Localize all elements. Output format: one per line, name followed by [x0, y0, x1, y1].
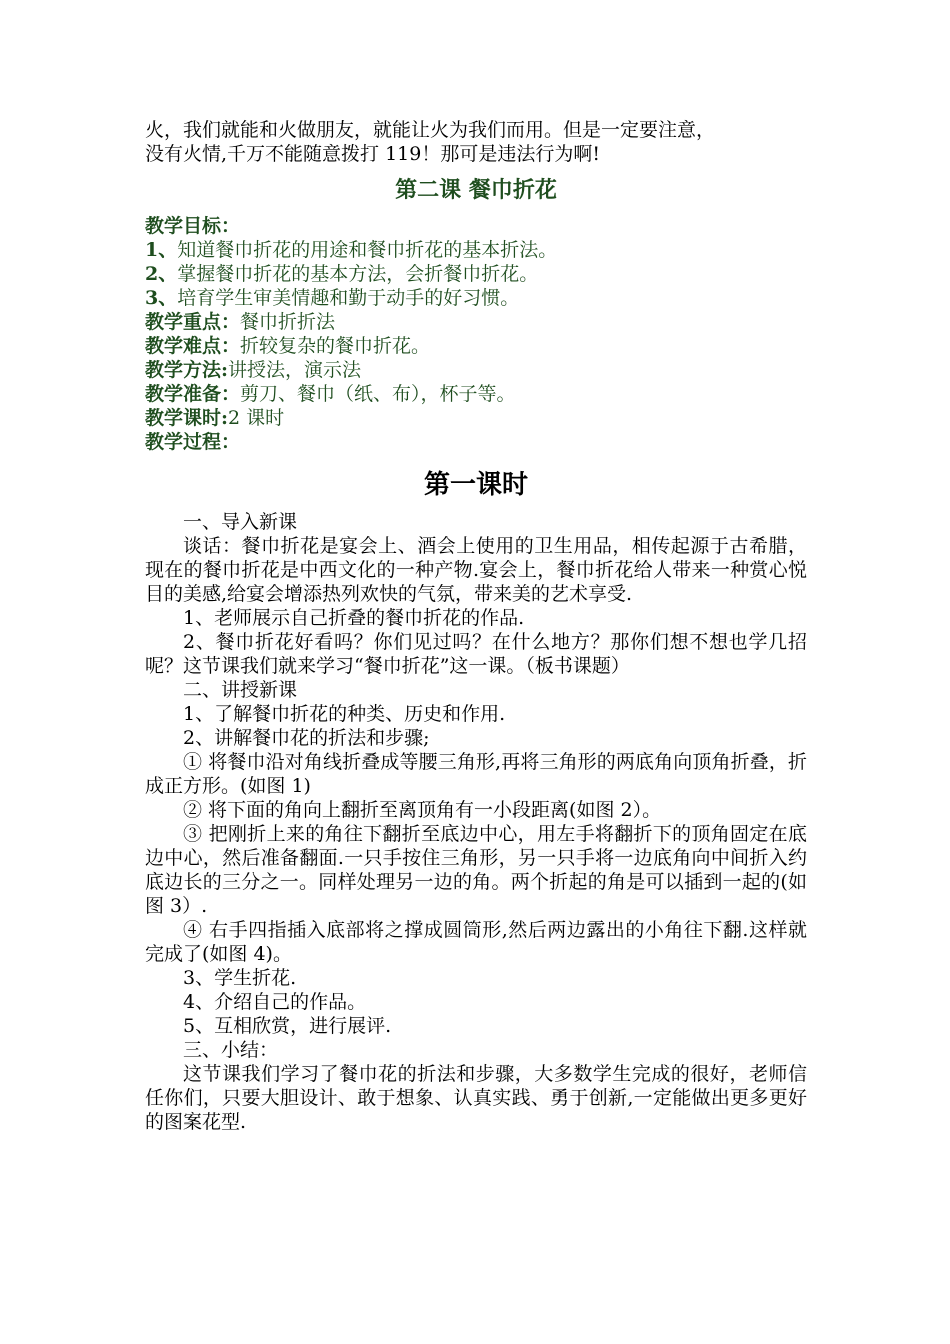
- period-title: 第一课时: [423, 470, 528, 500]
- objectives-label: 教学目标：: [145, 215, 241, 237]
- objective-number: 2、: [145, 263, 178, 285]
- objective-text: 掌握餐巾折花的基本方法，会折餐巾折花。: [177, 263, 539, 285]
- objective-text: 培育学生审美情趣和勤于动手的好习惯。: [177, 287, 520, 309]
- step-paragraph: ④ 右手四指插入底部将之撑成圆筒形,然后两边露出的小角往下翻.这样就完成了(如图 4)。: [145, 919, 807, 965]
- hours-label: 教学课时:: [145, 407, 229, 429]
- preparation-label: 教学准备：: [145, 383, 241, 405]
- body-paragraph: 5、互相欣赏，进行展评.: [183, 1015, 392, 1037]
- section-heading-teach: 二、讲授新课: [183, 679, 298, 701]
- step-paragraph: ② 将下面的角向上翻折至离顶角有一小段距离(如图 2）。: [183, 799, 662, 821]
- objective-item-2: [145, 262, 807, 286]
- step-paragraph: ① 将餐巾沿对角线折叠成等腰三角形,再将三角形的两底角向顶角折叠，折成正方形。(如图 1): [145, 751, 807, 797]
- difficulties-label: 教学难点：: [145, 335, 241, 357]
- key-points-label: 教学重点：: [145, 311, 241, 333]
- preparation-line: [145, 382, 807, 406]
- objective-text: 知道餐巾折花的用途和餐巾折花的基本折法。: [177, 239, 558, 261]
- body-paragraph: 2、餐巾折花好看吗？你们见过吗？在什么地方？那你们想不想也学几招呢？这节课我们就来学习“餐巾折花”这一课。（板书课题）: [145, 631, 807, 677]
- step-paragraph: ③ 把刚折上来的角往下翻折至底边中心，用左手将翻折下的顶角固定在底边中心，然后准备翻面.一只手按住三角形，另一只手将一边底角向中间折入约底边长的三分之一。同样处理另一边的角。两个折起的角是可以插到一起的(如图 3）.: [145, 823, 807, 917]
- intro-line-2: 没有火情,千万不能随意拨打 119！那可是违法行为啊!: [145, 143, 600, 165]
- body-paragraph: 1、老师展示自己折叠的餐巾折花的作品.: [183, 607, 525, 629]
- difficulties-line: [145, 334, 807, 358]
- body-paragraph: 4、介绍自己的作品。: [183, 991, 367, 1013]
- hours-text: 2 课时: [228, 407, 285, 429]
- objective-item-1: [145, 238, 807, 262]
- objective-number: 3、: [145, 287, 178, 309]
- summary-paragraph: 这节课我们学习了餐巾花的折法和步骤，大多数学生完成的很好，老师信任你们，只要大胆设计、敢于想象、认真实践、勇于创新,一定能做出更多更好的图案花型.: [145, 1063, 807, 1133]
- methods-label: 教学方法:: [145, 359, 229, 381]
- preparation-text: 剪刀、餐巾（纸、布），杯子等。: [240, 383, 516, 405]
- objectives-heading: [145, 214, 807, 238]
- key-points-text: 餐巾折折法: [240, 311, 336, 333]
- lesson-title: 第二课 餐巾折花: [395, 177, 557, 203]
- body-paragraph: 3、学生折花.: [183, 967, 297, 989]
- hours-line: [145, 406, 807, 430]
- methods-line: [145, 358, 807, 382]
- body-paragraph: 1、了解餐巾折花的种类、历史和作用.: [183, 703, 506, 725]
- document-page: [145, 118, 807, 1134]
- intro-line-1: 火，我们就能和火做朋友，就能让火为我们而用。但是一定要注意，: [145, 119, 716, 141]
- objective-number: 1、: [145, 239, 178, 261]
- section-heading-intro: 一、导入新课: [183, 511, 298, 533]
- objective-item-3: [145, 286, 807, 310]
- body-paragraph: 谈话：餐巾折花是宴会上、酒会上使用的卫生用品，相传起源于古希腊，现在的餐巾折花是中西文化的一种产物.宴会上，餐巾折花给人带来一种赏心悦目的美感,给宴会增添热列欢快的气氛，带来美的艺术享受.: [145, 535, 807, 605]
- process-line: [145, 430, 807, 454]
- section-heading-summary: 三、小结：: [183, 1039, 279, 1061]
- body-paragraph: 2、讲解餐巾花的折法和步骤;: [183, 727, 430, 749]
- difficulties-text: 折较复杂的餐巾折花。: [240, 335, 431, 357]
- methods-text: 讲授法，演示法: [228, 359, 362, 381]
- key-points-line: [145, 310, 807, 334]
- process-label: 教学过程：: [145, 431, 241, 453]
